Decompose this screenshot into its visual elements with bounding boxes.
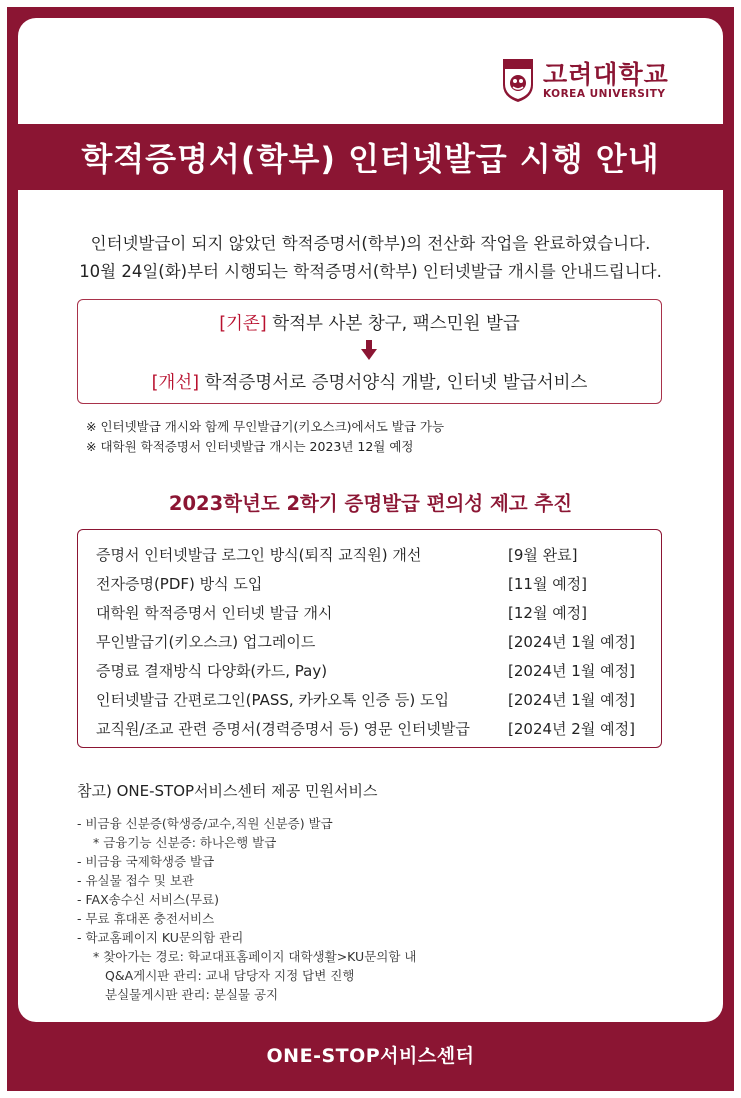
plan-item: 증명서 인터넷발급 로그인 방식(퇴직 교직원) 개선 bbox=[96, 546, 422, 564]
plan-status: [2024년 1월 예정] bbox=[508, 633, 635, 651]
reference-subline: * 금융기능 신분증: 하나은행 발급 bbox=[93, 835, 277, 850]
after-text: 학적증명서로 증명서양식 개발, 인터넷 발급서비스 bbox=[199, 373, 588, 393]
university-logo bbox=[501, 57, 669, 103]
note-kiosk: ※ 인터넷발급 개시와 함께 무인발급기(키오스크)에서도 발급 가능 bbox=[86, 419, 445, 434]
plan-status: [12월 예정] bbox=[508, 604, 588, 622]
reference-title: 참고) ONE-STOP서비스센터 제공 민원서비스 bbox=[77, 782, 378, 800]
plan-status: [11월 예정] bbox=[508, 575, 588, 593]
reference-line: - 비금융 신분증(학생증/교수,직원 신분증) 발급 bbox=[77, 816, 333, 831]
reference-subline: 분실물게시판 관리: 분실물 공지 bbox=[105, 987, 279, 1002]
before-tag: [기존] bbox=[219, 314, 267, 334]
title-banner bbox=[7, 124, 734, 190]
after-row bbox=[78, 369, 661, 394]
note-graduate: ※ 대학원 학적증명서 인터넷발급 개시는 2023년 12월 예정 bbox=[86, 439, 414, 454]
intro-line-1: 인터넷발급이 되지 않았던 학적증명서(학부)의 전산화 작업을 완료하였습니다. bbox=[90, 234, 651, 253]
plan-item: 인터넷발급 간편로그인(PASS, 카카오톡 인증 등) 도입 bbox=[96, 691, 450, 709]
plan-item: 교직원/조교 관련 증명서(경력증명서 등) 영문 인터넷발급 bbox=[96, 720, 470, 738]
plan-status: [2024년 2월 예정] bbox=[508, 720, 635, 738]
reference-subline: Q&A게시판 관리: 교내 담당자 지정 답변 진행 bbox=[105, 968, 355, 983]
reference-line: - FAX송수신 서비스(무료) bbox=[77, 892, 219, 907]
plan-item: 대학원 학적증명서 인터넷 발급 개시 bbox=[96, 604, 333, 622]
reference-subline: * 찾아가는 경로: 학교대표홈페이지 대학생활>KU문의함 내 bbox=[93, 949, 417, 964]
reference-line: - 학교홈페이지 KU문의함 관리 bbox=[77, 930, 244, 945]
plan-item: 증명료 결재방식 다양화(카드, Pay) bbox=[96, 662, 328, 680]
logo-name-english: KOREA UNIVERSITY bbox=[543, 87, 666, 100]
plan-item: 전자증명(PDF) 방식 도입 bbox=[96, 575, 263, 593]
before-row bbox=[78, 310, 661, 335]
section-title: 2023학년도 2학기 증명발급 편의성 제고 추진 bbox=[168, 492, 573, 515]
plan-status: [2024년 1월 예정] bbox=[508, 662, 635, 680]
reference-line: - 유실물 접수 및 보관 bbox=[77, 873, 195, 888]
logo-name-korean: 고려대학교 bbox=[543, 59, 669, 89]
footer-label: ONE-STOP서비스센터 bbox=[266, 1044, 475, 1067]
after-tag: [개선] bbox=[151, 373, 200, 393]
page-title: 학적증명서(학부) 인터넷발급 시행 안내 bbox=[81, 140, 660, 178]
crest-icon bbox=[501, 57, 535, 103]
arrow-down-icon bbox=[361, 340, 377, 360]
reference-line: - 비금융 국제학생증 발급 bbox=[77, 854, 215, 869]
before-text: 학적부 사본 창구, 팩스민원 발급 bbox=[266, 314, 520, 334]
plan-box bbox=[77, 529, 662, 748]
intro-line-2: 10월 24일(화)부터 시행되는 학적증명서(학부) 인터넷발급 개시를 안내드립니다. bbox=[79, 262, 662, 281]
reference-line: - 무료 휴대폰 충전서비스 bbox=[77, 911, 215, 926]
comparison-box bbox=[77, 299, 662, 404]
plan-item: 무인발급기(키오스크) 업그레이드 bbox=[96, 633, 316, 651]
plan-status: [9월 완료] bbox=[508, 546, 578, 564]
plan-status: [2024년 1월 예정] bbox=[508, 691, 635, 709]
